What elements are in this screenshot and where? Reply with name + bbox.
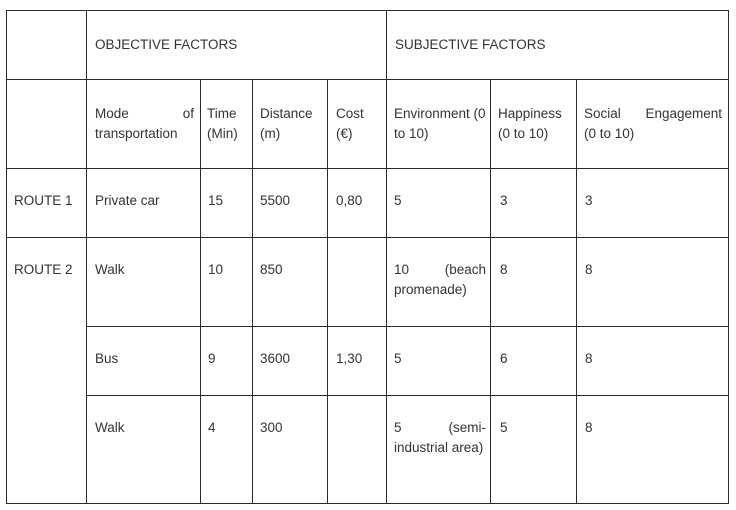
environment-value: 10 (beach promenade)	[394, 262, 486, 297]
cost-value: 0,80	[336, 193, 363, 208]
cost-value	[328, 238, 386, 260]
environment-value: 5 (semi-industrial area)	[394, 420, 486, 455]
empty-corner-cell	[7, 11, 87, 80]
time-header: Time (Min)	[207, 106, 238, 141]
mode-cell	[87, 169, 201, 238]
happiness-header: Happiness (0 to 10)	[498, 106, 562, 141]
distance-value: 850	[260, 262, 283, 277]
social-cell	[577, 238, 729, 327]
route-cell	[7, 169, 87, 238]
environment-header: Environment (0 to 10)	[394, 106, 486, 141]
objective-factors-header-cell	[87, 11, 387, 80]
time-cell	[201, 396, 253, 504]
environment-cell	[387, 396, 491, 504]
distance-header: Distance (m)	[260, 106, 313, 141]
environment-cell	[387, 169, 491, 238]
table-row	[7, 396, 729, 504]
cost-cell	[328, 169, 387, 238]
objective-factors-header: OBJECTIVE FACTORS	[95, 37, 238, 52]
happiness-cell	[491, 169, 577, 238]
mode-cell	[87, 396, 201, 504]
distance-value: 3600	[260, 351, 291, 366]
cost-cell	[328, 238, 387, 327]
happiness-cell	[491, 396, 577, 504]
table-row	[7, 169, 729, 238]
happiness-cell	[491, 238, 577, 327]
social-engagement-header-cell	[577, 80, 729, 169]
environment-header-cell	[387, 80, 491, 169]
route-cell	[7, 238, 87, 504]
time-cell	[201, 327, 253, 396]
cost-value	[328, 396, 386, 418]
social-engagement-word1: Social	[584, 106, 621, 121]
distance-value: 5500	[260, 193, 291, 208]
time-value: 9	[208, 351, 216, 366]
table-row	[7, 327, 729, 396]
social-engagement-header	[577, 80, 728, 144]
mode-value: Walk	[95, 262, 125, 277]
header-row-groups	[7, 11, 729, 80]
time-cell	[201, 238, 253, 327]
mode-cell	[87, 238, 201, 327]
subjective-factors-header: SUBJECTIVE FACTORS	[395, 37, 546, 52]
happiness-cell	[491, 327, 577, 396]
happiness-value: 5	[500, 420, 508, 435]
time-value: 15	[208, 193, 224, 208]
social-value: 8	[585, 262, 593, 277]
social-cell	[577, 396, 729, 504]
distance-cell	[253, 327, 328, 396]
social-engagement-scale: (0 to 10)	[584, 126, 635, 141]
social-engagement-word2: Engagement	[645, 106, 722, 121]
happiness-value: 8	[500, 262, 508, 277]
time-cell	[201, 169, 253, 238]
social-value: 8	[585, 351, 593, 366]
environment-cell	[387, 238, 491, 327]
social-value: 8	[585, 420, 593, 435]
mode-header-cell	[87, 80, 201, 169]
cost-cell	[328, 327, 387, 396]
empty-route-header-cell	[7, 80, 87, 169]
transport-comparison-table	[6, 10, 729, 504]
time-value: 10	[208, 262, 224, 277]
table-row	[7, 238, 729, 327]
mode-header: Mode of transportation	[95, 106, 194, 141]
happiness-value: 3	[500, 193, 508, 208]
environment-cell	[387, 327, 491, 396]
environment-value: 5	[394, 193, 402, 208]
distance-cell	[253, 238, 328, 327]
happiness-value: 6	[500, 351, 508, 366]
distance-header-cell	[253, 80, 328, 169]
time-value: 4	[208, 420, 216, 435]
environment-value: 5	[394, 351, 402, 366]
subjective-factors-header-cell	[387, 11, 729, 80]
mode-cell	[87, 327, 201, 396]
distance-value: 300	[260, 420, 283, 435]
cost-header: Cost (€)	[336, 106, 364, 141]
social-cell	[577, 327, 729, 396]
happiness-header-cell	[491, 80, 577, 169]
distance-cell	[253, 169, 328, 238]
mode-value: Bus	[95, 351, 119, 366]
cost-cell	[328, 396, 387, 504]
social-value: 3	[585, 193, 593, 208]
route-label: ROUTE 2	[14, 262, 73, 277]
cost-header-cell	[328, 80, 387, 169]
route-label: ROUTE 1	[14, 193, 73, 208]
time-header-cell	[201, 80, 253, 169]
cost-value: 1,30	[336, 351, 363, 366]
header-row-columns	[7, 80, 729, 169]
social-cell	[577, 169, 729, 238]
distance-cell	[253, 396, 328, 504]
mode-value: Private car	[95, 193, 160, 208]
mode-value: Walk	[95, 420, 125, 435]
